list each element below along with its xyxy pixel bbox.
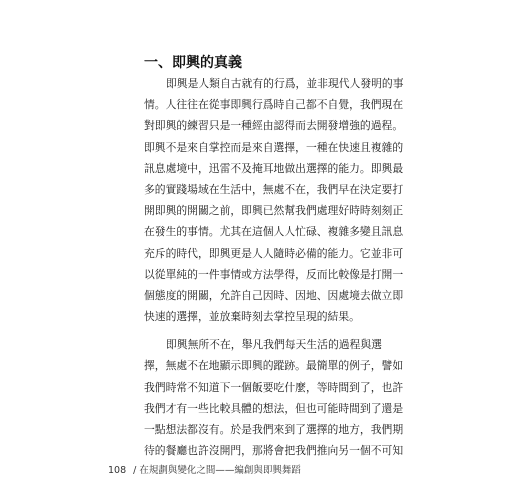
text-line: 開即興的開關之前，即興已然幫我們處理好時時刻刻正 bbox=[144, 204, 404, 218]
text-line: 以從單純的一件事情或方法學得，反而比較像是打開一 bbox=[144, 267, 404, 281]
text-line: 對即興的練習只是一種經由認得而去開發增強的過程。 bbox=[144, 119, 404, 133]
text-line: 訊息處境中，迅雷不及掩耳地做出選擇的能力。即興最 bbox=[144, 161, 404, 175]
text-line: 快速的選擇，並放棄時刻去掌控呈現的結果。 bbox=[144, 310, 360, 324]
text-line: 即興是人類自古就有的行爲，並非現代人發明的事 bbox=[166, 77, 404, 90]
text-line: 我們才有一些比較具體的想法，但也可能時間到了還是 bbox=[144, 401, 404, 415]
text-line: 情。人往往在從事即興行爲時自己都不自覺，我們現在 bbox=[144, 98, 404, 112]
section-heading: 一、即興的真義 bbox=[144, 55, 242, 71]
body-text bbox=[144, 73, 404, 461]
paragraph-gap bbox=[144, 327, 370, 334]
text-line: 多的實踐場域在生活中，無處不在，我們早在決定要打 bbox=[144, 182, 404, 196]
running-title: / 在規劃與變化之間——編創與即興舞蹈 bbox=[133, 465, 301, 476]
text-line: 充斥的時代，即興更是人人隨時必備的能力。它並非可 bbox=[144, 246, 404, 260]
text-line: 在發生的事情。尤其在這個人人忙碌、複雜多變且訊息 bbox=[144, 225, 404, 239]
paragraph-2 bbox=[144, 334, 404, 461]
text-line: 我們時常不知道下一個飯要吃什麼，等時間到了，也許 bbox=[144, 380, 404, 394]
text-line: 即興無所不在，舉凡我們每天生活的過程與選 bbox=[166, 338, 382, 352]
paragraph-1 bbox=[144, 73, 404, 327]
text-line: 個態度的開關，允許自己因時、因地、因處境去做立即 bbox=[144, 288, 404, 302]
page-footer bbox=[108, 465, 301, 477]
text-line: 即興不是來自掌控而是來自選擇，一種在快速且複雜的 bbox=[144, 140, 404, 154]
text-line: 擇，無處不在地顯示即興的蹤跡。最簡單的例子，譬如 bbox=[144, 359, 404, 373]
text-line: 一點想法都沒有。於是我們來到了選擇的地方，我們期 bbox=[144, 423, 404, 436]
page-number: 108 bbox=[108, 465, 127, 476]
text-line: 待的餐廳也許沒開門，那將會把我們推向另一個不可知 bbox=[144, 444, 404, 458]
